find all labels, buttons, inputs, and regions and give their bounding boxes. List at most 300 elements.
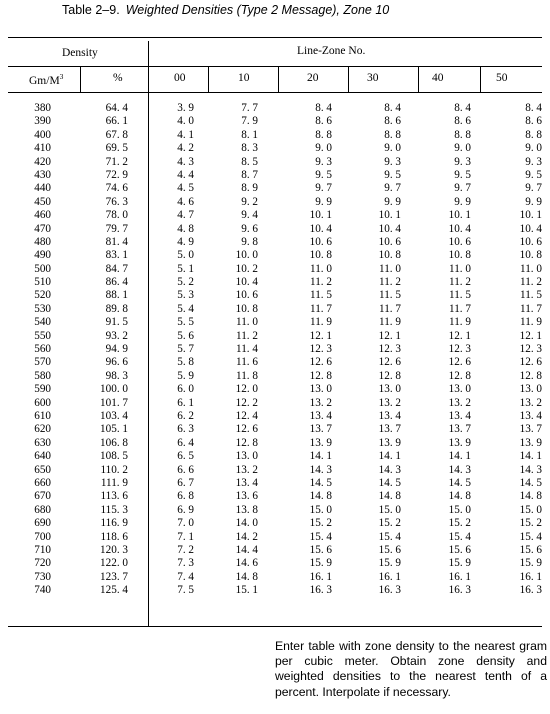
table-cell: 10. 8	[519, 249, 542, 262]
table-row	[0, 156, 550, 169]
table-cell: 9. 6	[241, 222, 258, 235]
table-cell: 13. 2	[378, 396, 401, 409]
table-row	[0, 102, 550, 115]
table-cell: 9. 9	[384, 195, 401, 208]
table-cell: 650	[34, 463, 51, 476]
table-cell: 440	[34, 182, 51, 195]
table-cell: 380	[34, 102, 51, 114]
table-cell: 11. 7	[520, 302, 542, 315]
table-cell: 680	[34, 503, 51, 516]
table-cell: 8. 4	[384, 102, 401, 114]
table-cell: 9. 2	[241, 195, 258, 208]
table-row	[0, 263, 550, 276]
table-cell: 10. 0	[235, 249, 258, 262]
table-cell: 590	[34, 383, 51, 396]
table-cell: 12. 8	[235, 436, 258, 449]
table-cell: 8. 7	[241, 168, 258, 181]
table-cell: 79. 7	[105, 222, 128, 235]
table-cell: 14. 1	[448, 450, 471, 463]
table-row	[0, 276, 550, 289]
table-cell: 10. 1	[448, 209, 471, 222]
table-cell: 14. 1	[519, 450, 542, 463]
table-row	[0, 289, 550, 302]
table-cell: 11. 7	[310, 302, 332, 315]
table-cell: 9. 5	[454, 168, 471, 181]
table-cell: 9. 7	[454, 182, 471, 195]
table-cell: 8. 8	[525, 128, 542, 141]
table-cell: 13. 2	[309, 396, 332, 409]
table-row	[0, 557, 550, 570]
table-cell: 8. 8	[315, 128, 332, 141]
table-cell: 5. 1	[177, 262, 194, 275]
table-cell: 12. 4	[235, 409, 258, 422]
table-cell: 12. 1	[378, 329, 401, 342]
table-title: Weighted Densities (Type 2 Message), Zone 10	[125, 3, 390, 17]
table-cell: 9. 8	[241, 235, 258, 248]
table-cell: 14. 6	[235, 557, 258, 570]
table-cell: 12. 8	[378, 369, 401, 382]
table-cell: 12. 6	[378, 356, 401, 369]
table-cell: 14. 5	[519, 476, 542, 489]
table-cell: 13. 9	[309, 436, 332, 449]
table-cell: 8. 6	[454, 115, 471, 128]
table-cell: 12. 6	[235, 423, 258, 436]
percent-column-header: %	[113, 72, 123, 84]
table-cell: 8. 8	[384, 128, 401, 141]
gm-column-label: Gm/M	[29, 74, 60, 87]
table-cell: 15. 6	[519, 543, 542, 556]
table-cell: 13. 7	[309, 423, 332, 436]
table-cell: 15. 0	[448, 503, 471, 516]
table-cell: 11. 2	[236, 329, 258, 342]
table-cell: 16. 1	[309, 570, 332, 583]
table-cell: 123. 7	[100, 570, 128, 583]
table-row	[0, 115, 550, 128]
table-cell: 6. 5	[177, 450, 194, 463]
table-cell: 4. 7	[177, 209, 194, 222]
table-row	[0, 490, 550, 503]
table-cell: 9. 0	[315, 142, 332, 155]
table-cell: 9. 4	[241, 209, 258, 222]
table-cell: 11. 2	[379, 276, 401, 289]
table-cell: 11. 6	[236, 356, 258, 369]
table-cell: 14. 8	[309, 490, 332, 503]
table-cell: 15. 6	[309, 543, 332, 556]
table-cell: 11. 0	[236, 316, 258, 329]
table-cell: 9. 5	[315, 168, 332, 181]
table-cell: 91. 5	[105, 316, 128, 329]
table-cell: 10. 6	[235, 289, 258, 302]
table-row	[0, 423, 550, 436]
table-cell: 12. 3	[448, 343, 471, 356]
table-cell: 10. 1	[378, 209, 401, 222]
table-cell: 96. 6	[105, 356, 128, 369]
table-cell: 720	[34, 557, 51, 570]
table-cell: 10. 4	[309, 222, 332, 235]
table-cell: 740	[34, 584, 51, 597]
table-cell: 10. 1	[309, 209, 332, 222]
table-cell: 13. 7	[519, 423, 542, 436]
table-cell: 4. 8	[177, 222, 194, 235]
table-row	[0, 370, 550, 383]
table-cell: 9. 3	[525, 155, 542, 168]
table-cell: 6. 4	[177, 436, 194, 449]
table-cell: 15. 6	[378, 543, 401, 556]
table-cell: 730	[34, 570, 51, 583]
table-cell: 9. 3	[315, 155, 332, 168]
table-cell: 13. 2	[448, 396, 471, 409]
table-cell: 510	[34, 276, 51, 289]
table-cell: 9. 3	[454, 155, 471, 168]
table-cell: 15. 9	[378, 557, 401, 570]
table-cell: 16. 1	[448, 570, 471, 583]
zone-header-20: 20	[307, 72, 319, 84]
top-rule	[8, 37, 542, 38]
zone-header-40: 40	[432, 72, 444, 84]
table-cell: 710	[34, 543, 51, 556]
table-cell: 12. 3	[378, 343, 401, 356]
table-cell: 14. 5	[378, 476, 401, 489]
table-cell: 410	[34, 142, 51, 155]
table-cell: 5. 6	[177, 329, 194, 342]
table-cell: 14. 3	[378, 463, 401, 476]
table-cell: 10. 8	[235, 302, 258, 315]
table-cell: 93. 2	[105, 329, 128, 342]
table-cell: 580	[34, 369, 51, 382]
table-cell: 540	[34, 316, 51, 329]
table-cell: 106. 8	[100, 436, 128, 449]
table-row	[0, 249, 550, 262]
table-row	[0, 571, 550, 584]
table-cell: 7. 0	[177, 517, 194, 530]
zone-header-10: 10	[238, 72, 250, 84]
table-cell: 7. 9	[241, 115, 258, 128]
table-cell: 15. 2	[309, 517, 332, 530]
table-cell: 15. 2	[378, 517, 401, 530]
table-cell: 15. 1	[235, 584, 258, 597]
table-cell: 11. 9	[310, 316, 332, 329]
table-cell: 460	[34, 209, 51, 222]
instruction-note: Enter table with zone density to the nearest gram per cubic meter. Obtain zone density and weighted densities to the nearest tenth of a percent. Interpolate if necessary.	[275, 639, 547, 699]
table-cell: 4. 9	[177, 235, 194, 248]
table-cell: 16. 1	[378, 570, 401, 583]
table-cell: 12. 8	[519, 369, 542, 382]
table-cell: 12. 8	[309, 369, 332, 382]
table-cell: 120. 3	[100, 543, 128, 556]
table-cell: 66. 1	[105, 115, 128, 128]
table-cell: 94. 9	[105, 343, 128, 356]
table-cell: 15. 4	[448, 530, 471, 543]
table-cell: 13. 2	[519, 396, 542, 409]
table-cell: 103. 4	[100, 409, 128, 422]
table-cell: 9. 7	[384, 182, 401, 195]
table-cell: 490	[34, 249, 51, 262]
table-cell: 72. 9	[105, 168, 128, 181]
table-cell: 110. 2	[100, 463, 128, 476]
table-row	[0, 584, 550, 597]
table-cell: 4. 2	[177, 142, 194, 155]
table-row	[0, 129, 550, 142]
table-cell: 11. 0	[379, 262, 401, 275]
header-bottom-rule	[8, 92, 542, 93]
table-cell: 81. 4	[105, 235, 128, 248]
table-cell: 5. 4	[177, 302, 194, 315]
table-cell: 640	[34, 450, 51, 463]
table-cell: 14. 8	[235, 570, 258, 583]
table-cell: 9. 5	[384, 168, 401, 181]
table-cell: 8. 4	[454, 102, 471, 114]
table-cell: 9. 3	[384, 155, 401, 168]
table-cell: 6. 7	[177, 476, 194, 489]
zone-header-00: 00	[174, 72, 186, 84]
table-cell: 6. 1	[177, 396, 194, 409]
table-cell: 71. 2	[105, 155, 128, 168]
table-cell: 13. 7	[378, 423, 401, 436]
table-row	[0, 410, 550, 423]
table-row	[0, 236, 550, 249]
table-cell: 11. 5	[520, 289, 542, 302]
gm-column-header	[29, 72, 63, 87]
table-cell: 6. 0	[177, 383, 194, 396]
table-cell: 13. 0	[448, 383, 471, 396]
table-cell: 5. 8	[177, 356, 194, 369]
table-cell: 430	[34, 168, 51, 181]
table-cell: 10. 6	[378, 235, 401, 248]
table-cell: 10. 4	[519, 222, 542, 235]
table-cell: 13. 8	[235, 503, 258, 516]
table-cell: 4. 0	[177, 115, 194, 128]
table-cell: 116. 9	[100, 517, 128, 530]
table-cell: 8. 1	[241, 128, 258, 141]
table-cell: 15. 4	[309, 530, 332, 543]
table-cell: 105. 1	[100, 423, 128, 436]
table-cell: 6. 8	[177, 490, 194, 503]
table-cell: 12. 3	[519, 343, 542, 356]
table-cell: 12. 6	[519, 356, 542, 369]
table-cell: 14. 1	[378, 450, 401, 463]
table-cell: 13. 6	[235, 490, 258, 503]
table-cell: 14. 8	[519, 490, 542, 503]
table-cell: 11. 7	[449, 302, 471, 315]
table-cell: 88. 1	[105, 289, 128, 302]
table-cell: 10. 6	[519, 235, 542, 248]
table-cell: 8. 4	[525, 102, 542, 114]
table-cell: 8. 8	[454, 128, 471, 141]
table-caption	[62, 3, 389, 17]
table-cell: 3. 9	[177, 102, 194, 114]
table-cell: 8. 6	[525, 115, 542, 128]
table-cell: 8. 9	[241, 182, 258, 195]
table-cell: 98. 3	[105, 369, 128, 382]
table-cell: 111. 9	[100, 476, 128, 489]
table-row	[0, 196, 550, 209]
table-bottom-rule	[8, 626, 542, 627]
table-cell: 12. 6	[309, 356, 332, 369]
column-divider-zone-40	[418, 66, 419, 92]
table-row	[0, 169, 550, 182]
column-divider-zone-10	[208, 66, 209, 92]
table-cell: 15. 0	[378, 503, 401, 516]
table-cell: 6. 6	[177, 463, 194, 476]
table-cell: 390	[34, 115, 51, 128]
table-cell: 12. 0	[235, 383, 258, 396]
table-cell: 11. 9	[379, 316, 401, 329]
table-cell: 10. 6	[309, 235, 332, 248]
table-cell: 550	[34, 329, 51, 342]
table-row	[0, 343, 550, 356]
table-cell: 113. 6	[100, 490, 128, 503]
table-cell: 400	[34, 128, 51, 141]
table-cell: 13. 0	[309, 383, 332, 396]
table-cell: 8. 5	[241, 155, 258, 168]
table-cell: 9. 9	[315, 195, 332, 208]
table-cell: 5. 7	[177, 343, 194, 356]
line-zone-group-header: Line-Zone No.	[297, 45, 366, 57]
table-cell: 13. 4	[519, 409, 542, 422]
table-cell: 9. 0	[384, 142, 401, 155]
table-cell: 10. 2	[235, 262, 258, 275]
table-cell: 14. 8	[448, 490, 471, 503]
table-row	[0, 517, 550, 530]
table-row	[0, 223, 550, 236]
table-cell: 14. 3	[519, 463, 542, 476]
table-cell: 10. 8	[309, 249, 332, 262]
table-cell: 89. 8	[105, 302, 128, 315]
table-cell: 10. 8	[378, 249, 401, 262]
table-cell: 14. 4	[235, 543, 258, 556]
zone-subheader-line	[148, 66, 542, 67]
table-cell: 108. 5	[100, 450, 128, 463]
table-cell: 13. 9	[519, 436, 542, 449]
table-cell: 700	[34, 530, 51, 543]
table-cell: 420	[34, 155, 51, 168]
table-cell: 9. 5	[525, 168, 542, 181]
table-cell: 6. 3	[177, 423, 194, 436]
table-cell: 5. 0	[177, 249, 194, 262]
density-group-header: Density	[62, 47, 98, 59]
table-cell: 15. 9	[519, 557, 542, 570]
table-cell: 5. 9	[177, 369, 194, 382]
table-cell: 13. 0	[519, 383, 542, 396]
table-row	[0, 437, 550, 450]
table-cell: 14. 5	[309, 476, 332, 489]
table-cell: 690	[34, 517, 51, 530]
table-cell: 11. 0	[449, 262, 471, 275]
table-cell: 10. 4	[448, 222, 471, 235]
table-cell: 100. 0	[100, 383, 128, 396]
table-cell: 12. 2	[235, 396, 258, 409]
table-cell: 11. 2	[449, 276, 471, 289]
table-cell: 101. 7	[100, 396, 128, 409]
table-cell: 83. 1	[105, 249, 128, 262]
table-cell: 7. 7	[241, 102, 258, 114]
table-cell: 11. 5	[379, 289, 401, 302]
table-cell: 560	[34, 343, 51, 356]
table-cell: 13. 9	[448, 436, 471, 449]
table-cell: 64. 4	[105, 102, 128, 114]
table-cell: 13. 4	[448, 409, 471, 422]
table-cell: 69. 5	[105, 142, 128, 155]
table-cell: 5. 3	[177, 289, 194, 302]
table-cell: 570	[34, 356, 51, 369]
table-cell: 11. 7	[379, 302, 401, 315]
table-cell: 4. 4	[177, 168, 194, 181]
table-cell: 14. 8	[378, 490, 401, 503]
table-cell: 670	[34, 490, 51, 503]
table-cell: 11. 9	[449, 316, 471, 329]
table-cell: 9. 0	[454, 142, 471, 155]
table-cell: 14. 3	[448, 463, 471, 476]
column-divider-density	[80, 66, 81, 92]
table-cell: 11. 0	[520, 262, 542, 275]
table-cell: 16. 3	[378, 584, 401, 597]
table-number: Table 2–9.	[62, 3, 120, 17]
table-cell: 7. 2	[177, 543, 194, 556]
table-row	[0, 464, 550, 477]
table-cell: 15. 0	[519, 503, 542, 516]
table-cell: 7. 1	[177, 530, 194, 543]
table-cell: 16. 1	[519, 570, 542, 583]
table-cell: 8. 4	[315, 102, 332, 114]
table-cell: 7. 3	[177, 557, 194, 570]
table-cell: 13. 2	[235, 463, 258, 476]
table-row	[0, 209, 550, 222]
table-cell: 7. 4	[177, 570, 194, 583]
table-cell: 630	[34, 436, 51, 449]
table-cell: 9. 9	[454, 195, 471, 208]
table-cell: 610	[34, 409, 51, 422]
table-cell: 9. 0	[525, 142, 542, 155]
table-cell: 10. 4	[378, 222, 401, 235]
table-cell: 115. 3	[100, 503, 128, 516]
table-cell: 86. 4	[105, 276, 128, 289]
table-row	[0, 303, 550, 316]
table-cell: 13. 0	[378, 383, 401, 396]
table-cell: 520	[34, 289, 51, 302]
column-divider-zone-20	[278, 66, 279, 92]
table-cell: 15. 6	[448, 543, 471, 556]
table-cell: 9. 9	[525, 195, 542, 208]
table-cell: 660	[34, 476, 51, 489]
table-cell: 7. 5	[177, 584, 194, 597]
table-cell: 16. 3	[448, 584, 471, 597]
table-row	[0, 531, 550, 544]
table-cell: 530	[34, 302, 51, 315]
table-cell: 4. 5	[177, 182, 194, 195]
table-row	[0, 182, 550, 195]
table-cell: 15. 9	[309, 557, 332, 570]
table-cell: 11. 4	[236, 343, 258, 356]
table-cell: 76. 3	[105, 195, 128, 208]
table-cell: 13. 4	[378, 409, 401, 422]
table-row	[0, 477, 550, 490]
table-cell: 11. 0	[310, 262, 332, 275]
table-cell: 12. 3	[309, 343, 332, 356]
table-cell: 14. 2	[235, 530, 258, 543]
gm-column-superscript: 3	[59, 72, 64, 81]
table-cell: 5. 2	[177, 276, 194, 289]
table-cell: 11. 5	[310, 289, 332, 302]
table-cell: 5. 5	[177, 316, 194, 329]
table-cell: 9. 7	[525, 182, 542, 195]
table-cell: 13. 7	[448, 423, 471, 436]
zone-header-30: 30	[367, 72, 379, 84]
table-cell: 500	[34, 262, 51, 275]
table-cell: 470	[34, 222, 51, 235]
table-cell: 8. 3	[241, 142, 258, 155]
table-cell: 11. 2	[520, 276, 542, 289]
table-row	[0, 450, 550, 463]
